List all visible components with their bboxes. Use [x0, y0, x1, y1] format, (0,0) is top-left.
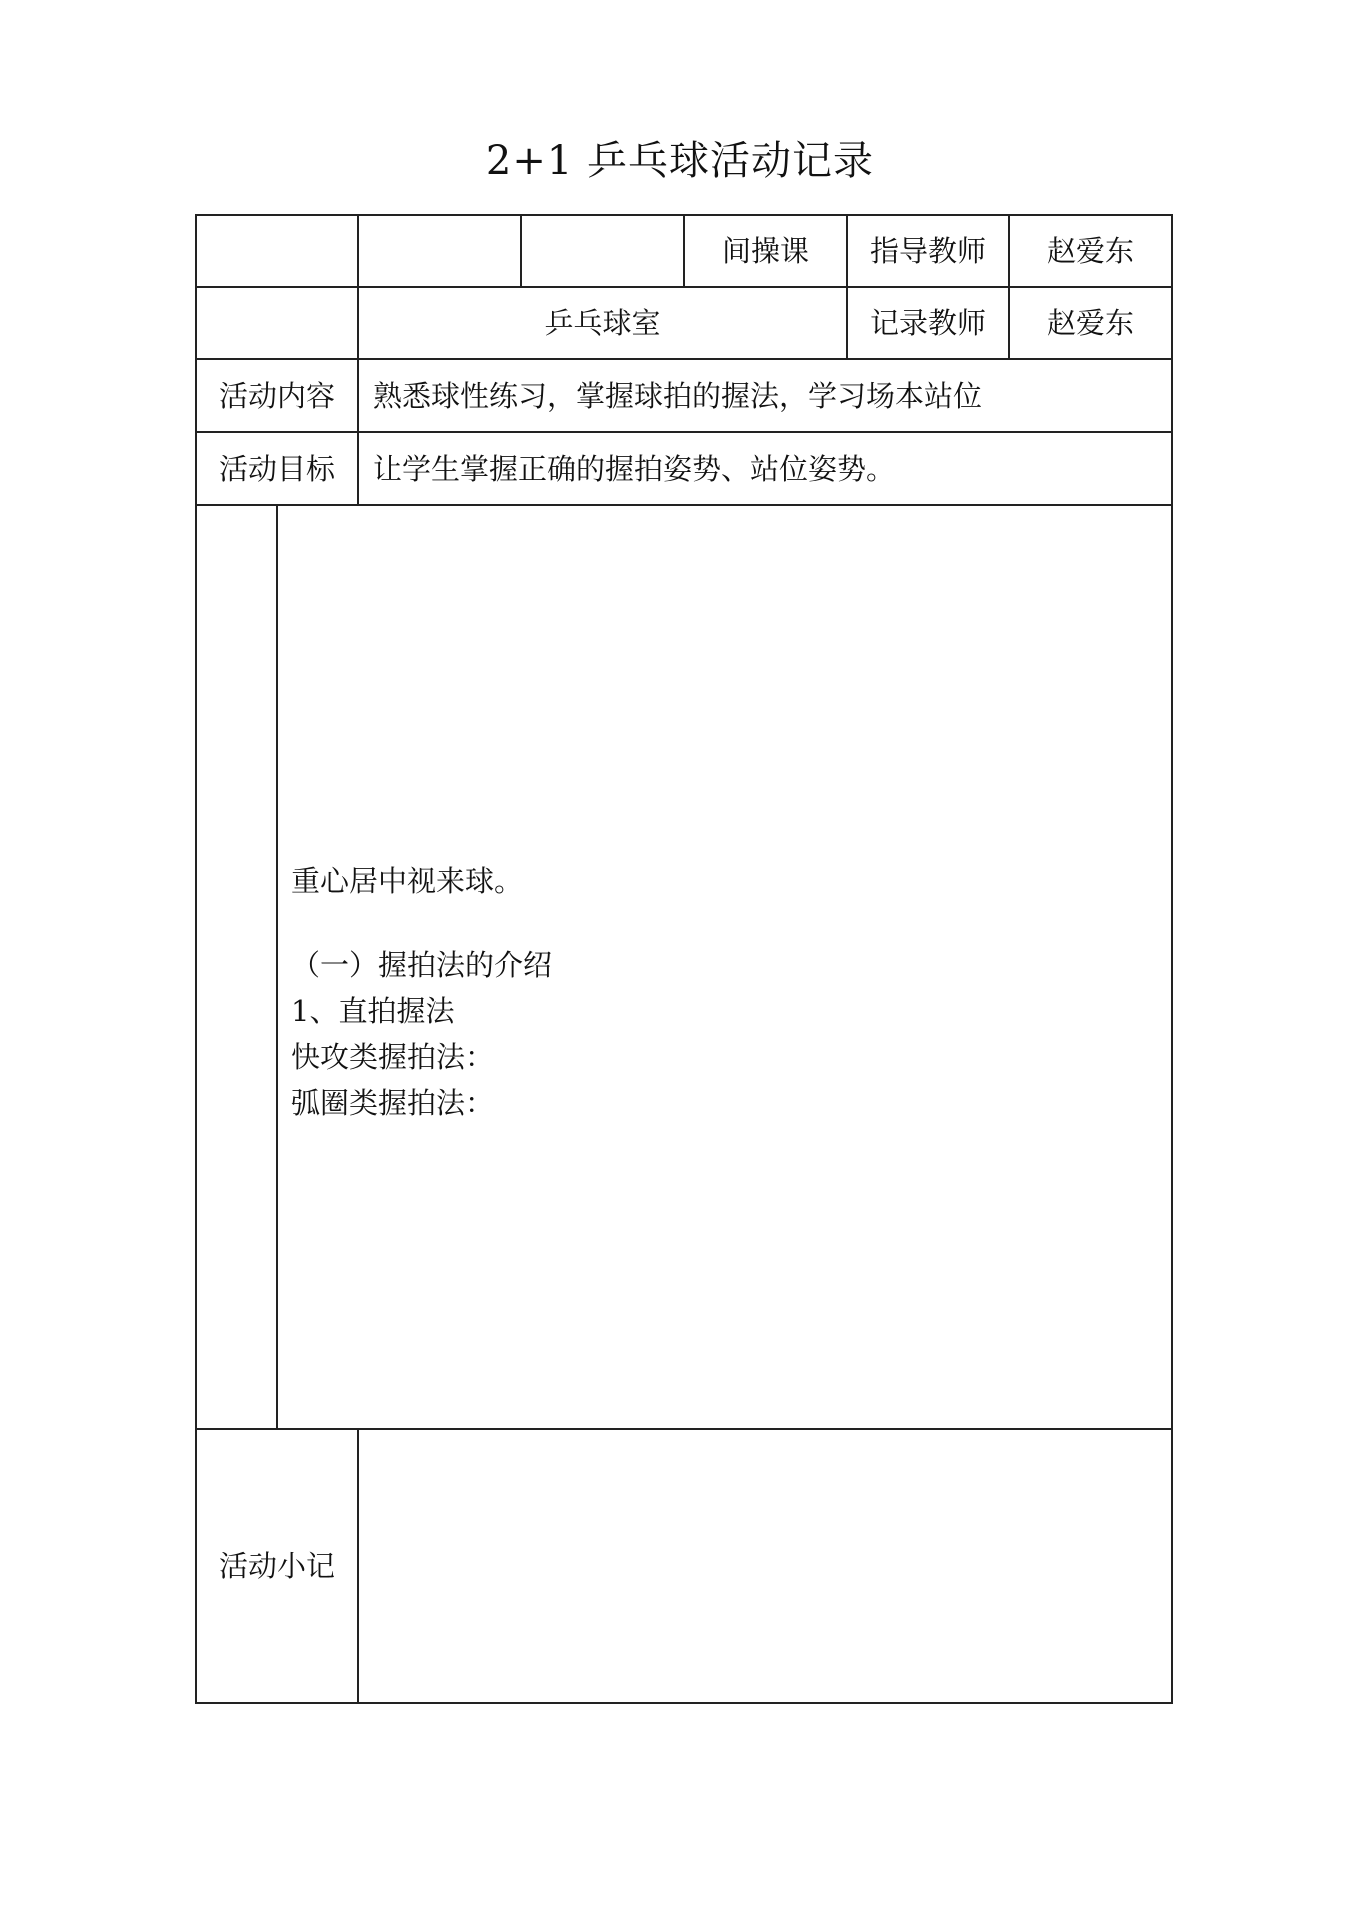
- table-line: [195, 504, 1173, 506]
- location-cell: 乒乓球室: [544, 306, 661, 340]
- process-text: [291, 858, 552, 1126]
- table-line: [1171, 214, 1173, 1704]
- table-line: [195, 1702, 1173, 1704]
- record-teacher-label: 记录教师: [869, 306, 986, 340]
- lesson-type-cell: 间操课: [721, 234, 809, 268]
- goal-value: 让学生掌握正确的握拍姿势、站位姿势。: [373, 451, 896, 486]
- table-line: [520, 214, 522, 288]
- spacer: [291, 904, 552, 942]
- goal-label: 活动目标: [218, 451, 335, 486]
- page-title: 2+1 乒乓球活动记录: [485, 138, 875, 184]
- guide-teacher-label: 指导教师: [869, 234, 986, 268]
- guide-teacher-value: 赵爱东: [1046, 234, 1134, 268]
- content-value: 熟悉球性练习，掌握球拍的握法，学习场本站位: [373, 378, 983, 413]
- summary-label: 活动小记: [218, 1549, 335, 1583]
- process-line: 快攻类握拍法：: [291, 1040, 495, 1074]
- summary-value: [359, 1430, 1171, 1702]
- process-line: （一）握拍法的介绍: [291, 948, 553, 982]
- record-teacher-value: 赵爱东: [1046, 306, 1134, 340]
- process-line: 1、直拍握法: [291, 994, 455, 1028]
- content-label: 活动内容: [218, 378, 335, 413]
- process-line: 重心居中视来球。: [291, 864, 524, 898]
- table-line: [276, 504, 278, 1430]
- table-line: [357, 214, 359, 288]
- process-line: 弧圈类握拍法：: [291, 1086, 495, 1120]
